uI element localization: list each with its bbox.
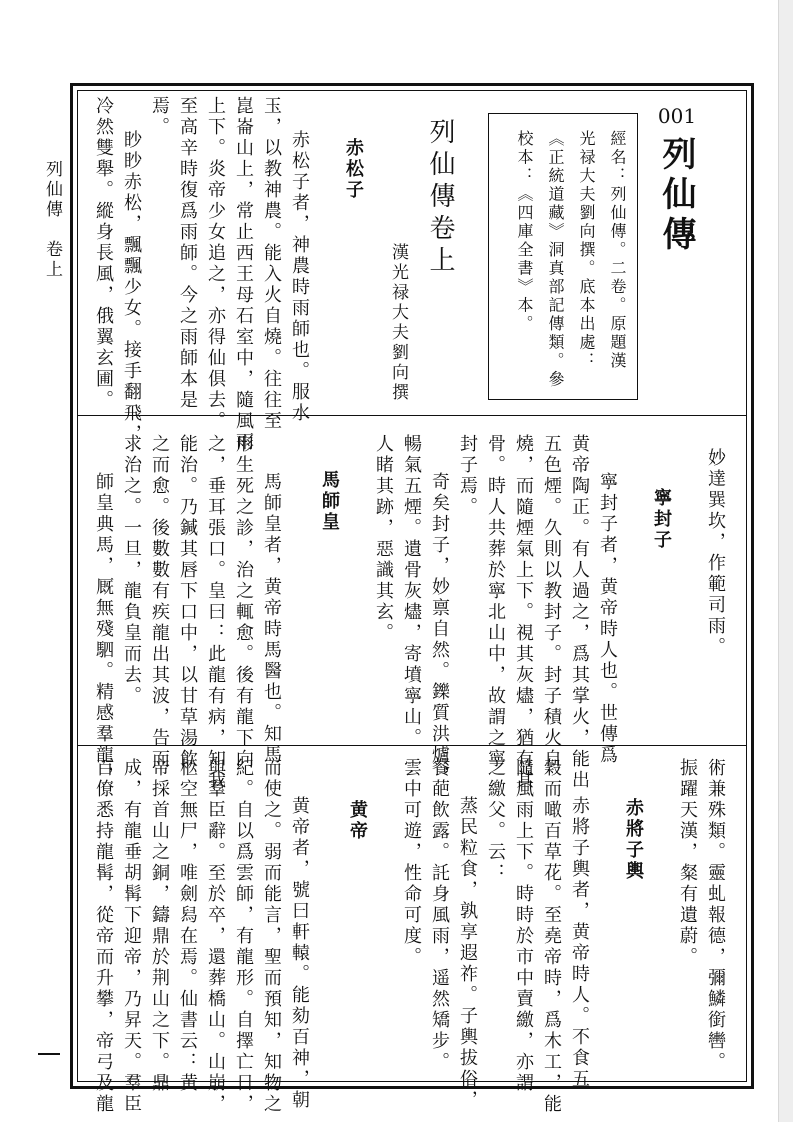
byline: 漢光禄大夫劉向撰: [388, 243, 408, 403]
text-line: 馬師皇者，黄帝時馬醫也。知馬: [261, 472, 282, 766]
text-line: 餐葩飲露。託身風雨，遥然矯步。: [429, 758, 450, 1073]
text-line: 師皇典馬，厩無殘駟。精感羣龍，: [93, 472, 114, 787]
text-line: 崑崙山上，常止西王母石室中，隨風雨: [233, 96, 254, 453]
text-line: 燒，而隨煙氣上下。視其灰燼，猶有其: [513, 434, 534, 791]
text-line: 穀而噉百草花。至堯帝時，爲木工，能: [541, 758, 562, 1115]
book-number: 001: [657, 104, 697, 128]
text-line: 玉，以教神農。能入火自燒。往往至: [261, 96, 282, 432]
text-line: 冷然雙舉。縱身長風，俄翼玄圃。: [93, 96, 114, 411]
text-line: 赤松子者，神農時雨師也。服水: [289, 130, 310, 424]
text-line: 焉。: [149, 96, 170, 138]
section-heading-chisongzi: 赤松子: [343, 138, 364, 201]
text-line: 眇眇赤松，飄飄少女。接手翻飛，: [121, 130, 142, 445]
text-line: 黄帝者，號曰軒轅。能劾百神，朝: [289, 796, 310, 1111]
text-line: 骨。時人共葬於寧北山中，故謂之寧: [485, 434, 506, 770]
text-line: 雲中可遊，性命可度。: [401, 758, 422, 968]
text-line: 寧封子者，黄帝時人也。世傳爲: [597, 472, 618, 766]
text-line: 人睹其跡，惡識其玄。: [373, 434, 394, 644]
text-line: 柩空無尸，唯劍舄在焉。仙書云：黄: [177, 758, 198, 1094]
text-line: 帝採首山之銅，鑄鼎於荆山之下。鼎: [149, 758, 170, 1094]
info-box: [488, 113, 638, 400]
page-edge: [778, 0, 793, 1122]
text-line: 奇矣封子，妙禀自然。鑠質洪爐，: [429, 472, 450, 787]
text-line: 求治之。一旦，龍負皇而去。: [121, 434, 142, 707]
text-line: 之，垂耳張口。皇曰：此龍有病，知我: [205, 434, 226, 791]
section-heading-ningfengzi: 寧封子: [651, 488, 672, 551]
text-line: 封子焉。: [457, 434, 478, 518]
text-line: 能治。乃鍼其唇下口中，以甘草湯飲: [177, 434, 198, 770]
section-heading-chijiangziyu: 赤將子輿: [623, 798, 644, 882]
text-line: 之繳父。云：: [485, 758, 506, 884]
text-line: 紀。自以爲雲師，有龍形。自擇亡日，: [233, 758, 254, 1115]
info-line: 《正統道藏》洞真部記傳類。參: [546, 130, 565, 389]
page-number-mark: [38, 1053, 60, 1055]
info-line: 校本：《四庫全書》本。: [515, 130, 534, 334]
text-line: 妙達巽坎，作範司雨。: [705, 448, 726, 658]
text-line: 黄帝陶正。有人過之，爲其掌火，能出: [569, 434, 590, 791]
register-divider-top: [78, 415, 746, 416]
section-heading-mashihuang: 馬師皇: [319, 470, 340, 533]
text-line: 上下。炎帝少女追之，亦得仙俱去。: [205, 96, 226, 432]
book-title: 列仙傳: [656, 136, 696, 256]
info-line: 經名：列仙傳。二卷。原題漢: [608, 130, 627, 371]
text-line: 術兼殊類。靈虬報德，彌鱗銜轡。: [705, 758, 726, 1073]
juan-title: 列仙傳卷上: [425, 118, 455, 278]
text-line: 成，有龍垂胡髯下迎帝，乃昇天。羣臣: [121, 758, 142, 1115]
text-line: 之而愈。後數數有疾龍出其波，告而: [149, 434, 170, 770]
text-line: 振躍天漢，粲有遺蔚。: [677, 758, 698, 968]
text-line: 赤將子輿者，黄帝時人。不食五: [569, 796, 590, 1090]
text-line: 至高辛時復爲雨師。今之雨師本是: [177, 96, 198, 411]
text-line: 隨風雨上下。時時於市中賣繳，亦謂: [513, 758, 534, 1094]
text-line: 蒸民粒食，孰享遐祚。子輿拔俗，: [457, 796, 478, 1111]
text-line: 而使之。弱而能言，聖而預知，知物之: [261, 758, 282, 1115]
info-line: 光禄大夫劉向撰。底本出處：: [577, 130, 596, 371]
text-line: 百僚悉持龍髯，從帝而升攀，帝弓及龍: [93, 758, 114, 1115]
running-head: 列仙傳 卷上: [42, 160, 62, 280]
section-heading-huangdi: 黄帝: [347, 800, 368, 842]
text-line: 形生死之診，治之輒愈。後有龍下向: [233, 434, 254, 770]
text-line: 暢氣五煙。遺骨灰燼，寄墳寧山。: [401, 434, 422, 749]
text-line: 五色煙。久則以教封子。封子積火自: [541, 434, 562, 770]
text-line: 與羣臣辭。至於卒，還葬橋山。山崩，: [205, 758, 226, 1115]
